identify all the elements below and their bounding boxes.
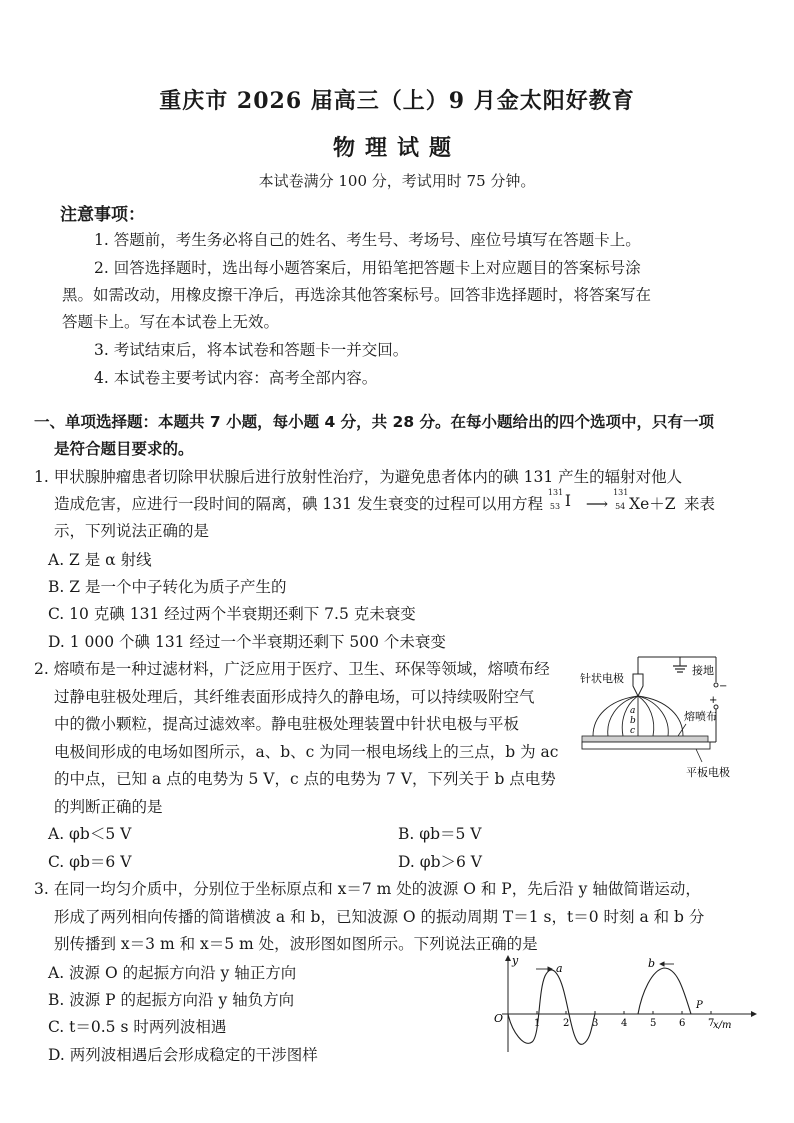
needle-electrode (633, 674, 643, 696)
q2-stem-line3: 中的微小颗粒，提高过滤效率。静电驻极处理装置中针状电极与平板 (54, 715, 520, 733)
q2-option-a: A. φb＜5 V (48, 825, 132, 843)
q2-option-b: B. φb＝5 V (398, 825, 482, 843)
point-b-label: b (630, 716, 636, 726)
iodine-mass: 131 (547, 488, 564, 497)
wave-b-label: b (648, 957, 656, 970)
field-lines (593, 696, 683, 736)
point-c-label: c (630, 726, 636, 736)
q2-stem-line6: 的判断正确的是 (54, 798, 163, 816)
iodine-charge: 53 (549, 502, 561, 511)
ground-icon (673, 666, 687, 672)
q3-stem-line1: 3. 在同一均匀介质中，分别位于坐标原点和 x＝7 m 处的波源 O 和 P，先后沿 y 轴做简谐运动， (34, 880, 701, 898)
q1-stem-line2-end: 来表 (684, 495, 716, 513)
plate-pointer (696, 749, 702, 762)
q1-option-a: A. Z 是 α 射线 (48, 551, 152, 569)
xenon-symbol: Xe＋Z (629, 495, 676, 513)
wave-a-label: a (556, 962, 563, 975)
section-heading-line2: 是符合题目要求的。 (54, 440, 194, 458)
q2-stem-line2: 过静电驻极处理后，其纤维表面形成持久的静电场，可以持续吸附空气 (54, 688, 535, 706)
q1-option-b: B. Z 是一个中子转化为质子产生的 (48, 578, 287, 596)
q3-stem-line3: 别传播到 x＝3 m 和 x＝5 m 处，波形图如图所示。下列说法正确的是 (54, 935, 538, 953)
wave-b-curve (638, 968, 691, 1014)
notice-line-1: 1. 答题前，考生务必将自己的姓名、考生号、考场号、座位号填写在答题卡上。 (94, 231, 641, 249)
exam-meta: 本试卷满分 100 分，考试用时 75 分钟。 (258, 172, 536, 190)
x-tick-label: 3 (592, 1018, 599, 1029)
q2-option-c: C. φb＝6 V (48, 853, 132, 871)
meltblown-label: 熔喷布 (684, 710, 717, 723)
x-tick-label: 5 (650, 1018, 657, 1029)
origin-label: O (494, 1012, 504, 1025)
xenon-charge: 54 (615, 502, 626, 511)
q1-stem-line3: 示，下列说法正确的是 (54, 522, 210, 540)
xenon-mass: 131 (613, 488, 629, 497)
q2-stem-line1: 2. 熔喷布是一种过滤材料，广泛应用于医疗、卫生、环保等领域，熔喷布经 (34, 660, 550, 678)
x-tick-label: 2 (563, 1018, 570, 1029)
plate-electrode (582, 742, 710, 749)
ground-label: 接地 (692, 664, 714, 677)
q3-option-c: C. t＝0.5 s 时两列波相遇 (48, 1018, 227, 1036)
notice-line-5: 3. 考试结束后，将本试卷和答题卡一并交回。 (94, 341, 409, 359)
q1-option-c: C. 10 克碘 131 经过两个半衰期还剩下 7.5 克未衰变 (48, 605, 416, 623)
exam-title: 重庆市 2026 届高三（上）9 月金太阳好教育 (159, 88, 635, 114)
wave-graph (488, 952, 764, 1056)
section-heading-line1: 一、单项选择题：本题共 7 小题，每小题 4 分，共 28 分。在每小题给出的四个选项中，只有一项 (34, 413, 715, 431)
q2-stem-line5: 的中点，已知 a 点的电势为 5 V，c 点的电势为 7 V，下列关于 b 点电势 (54, 770, 556, 788)
x-tick-label: 1 (534, 1018, 541, 1029)
reaction-arrow: ⟶ (585, 495, 609, 513)
supply-terminal-top (714, 683, 718, 687)
wave-a-curve (508, 970, 595, 1044)
q2-option-d: D. φb＞6 V (398, 853, 482, 871)
q3-option-a: A. 波源 O 的起振方向沿 y 轴正方向 (48, 964, 297, 982)
x-axis-label: x/m (713, 1020, 732, 1031)
supply-minus: − (719, 681, 728, 692)
x-tick-label: 6 (679, 1018, 686, 1029)
plate-electrode-label: 平板电极 (686, 766, 730, 779)
q1-option-d: D. 1 000 个碘 131 经过一个半衰期还剩下 500 个未衰变 (48, 633, 446, 651)
q1-stem-line1: 1. 甲状腺肿瘤患者切除甲状腺后进行放射性治疗，为避免患者体内的碘 131 产生的辐射对他人 (34, 468, 683, 486)
q3-option-b: B. 波源 P 的起振方向沿 y 轴负方向 (48, 991, 295, 1009)
xenon-nuclide (613, 488, 679, 513)
electret-device-figure (578, 652, 750, 782)
notice-line-6: 4. 本试卷主要考试内容：高考全部内容。 (94, 369, 378, 387)
q2-stem-line4: 电极间形成的电场如图所示，a、b、c 为同一根电场线上的三点，b 为 ac (54, 743, 559, 761)
iodine-nuclide (547, 488, 586, 511)
notice-line-3: 黑。如需改动，用橡皮擦干净后，再选涂其他答案标号。回答非选择题时，将答案写在 (62, 286, 652, 304)
x-tick-label: 7 (708, 1018, 715, 1029)
notice-heading: 注意事项： (60, 205, 145, 225)
needle-electrode-label: 针状电极 (580, 672, 624, 685)
iodine-symbol: I (564, 492, 572, 510)
q3-stem-line2: 形成了两列相向传播的简谐横波 a 和 b，已知波源 O 的振动周期 T＝1 s，t＝0 时刻 a 和 b 分 (54, 908, 705, 926)
supply-plus: + (709, 695, 718, 706)
q1-stem-line2-text: 造成危害，应进行一段时间的隔离，碘 131 发生衰变的过程可以用方程 (54, 495, 543, 513)
y-axis-label: y (512, 954, 519, 967)
notice-line-2: 2. 回答选择题时，选出每小题答案后，用铅笔把答题卡上对应题目的答案标号涂 (94, 259, 641, 277)
x-tick-label: 4 (621, 1018, 628, 1029)
exam-subject: 物理试题 (332, 135, 461, 161)
q1-stem-line2 (54, 488, 716, 514)
source-p-label: P (696, 1000, 703, 1011)
notice-line-4: 答题卡上。写在本试卷上无效。 (62, 313, 280, 331)
point-a-label: a (630, 706, 636, 716)
meltblown-fabric (582, 736, 708, 742)
q3-option-d: D. 两列波相遇后会形成稳定的干涉图样 (48, 1046, 318, 1064)
